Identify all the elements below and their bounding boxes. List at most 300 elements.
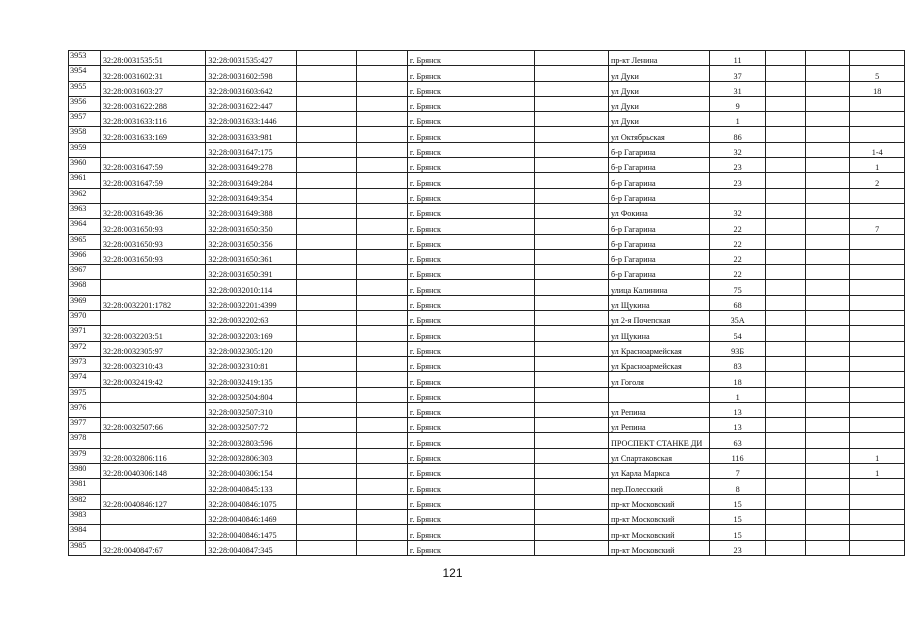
table-row	[69, 326, 905, 341]
blank-col-11-cell	[805, 81, 850, 96]
blank-col-7-cell	[534, 280, 608, 295]
blank-col-4-cell	[297, 127, 356, 142]
table-row	[69, 249, 905, 264]
row-number-cell: 3972	[69, 341, 101, 356]
city-cell: г. Брянск	[407, 464, 534, 479]
blank-col-4-cell	[297, 295, 356, 310]
row-number-cell: 3969	[69, 295, 101, 310]
blank-col-11-cell	[805, 341, 850, 356]
blank-col-5-cell	[356, 158, 407, 173]
building-cadastral-number-cell: 32:28:0032203:169	[206, 326, 297, 341]
blank-col-10-cell	[766, 464, 806, 479]
blank-col-4-cell	[297, 494, 356, 509]
parcel-cadastral-number-cell: 32:28:0031633:169	[100, 127, 206, 142]
building-cadastral-number-cell: 32:28:0032305:120	[206, 341, 297, 356]
parcel-cadastral-number-cell: 32:28:0032201:1782	[100, 295, 206, 310]
blank-col-4-cell	[297, 51, 356, 66]
street-cell: пер.Полесский	[608, 479, 709, 494]
blank-col-11-cell	[805, 479, 850, 494]
parcel-cadastral-number-cell: 32:28:0031602:31	[100, 66, 206, 81]
blank-col-4-cell	[297, 326, 356, 341]
apartment-number-cell	[850, 433, 905, 448]
apartment-number-cell	[850, 234, 905, 249]
blank-col-11-cell	[805, 249, 850, 264]
table-row	[69, 540, 905, 555]
apartment-number-cell	[850, 127, 905, 142]
apartment-number-cell	[850, 387, 905, 402]
street-cell: ул Карла Маркса	[608, 464, 709, 479]
blank-col-11-cell	[805, 66, 850, 81]
house-number-cell	[709, 188, 766, 203]
city-cell: г. Брянск	[407, 249, 534, 264]
building-cadastral-number-cell: 32:28:0032504:804	[206, 387, 297, 402]
building-cadastral-number-cell: 32:28:0032010:114	[206, 280, 297, 295]
row-number-cell: 3963	[69, 203, 101, 218]
blank-col-7-cell	[534, 142, 608, 157]
apartment-number-cell	[850, 341, 905, 356]
blank-col-7-cell	[534, 341, 608, 356]
blank-col-4-cell	[297, 402, 356, 417]
street-cell: ул Дуки	[608, 112, 709, 127]
parcel-cadastral-number-cell: 32:28:0031649:36	[100, 203, 206, 218]
parcel-cadastral-number-cell: 32:28:0032310:43	[100, 356, 206, 371]
blank-col-11-cell	[805, 112, 850, 127]
blank-col-7-cell	[534, 402, 608, 417]
apartment-number-cell: 1	[850, 464, 905, 479]
blank-col-10-cell	[766, 341, 806, 356]
blank-col-7-cell	[534, 387, 608, 402]
row-number-cell: 3966	[69, 249, 101, 264]
house-number-cell: 1	[709, 112, 766, 127]
table-row	[69, 525, 905, 540]
blank-col-10-cell	[766, 387, 806, 402]
city-cell: г. Брянск	[407, 326, 534, 341]
row-number-cell: 3985	[69, 540, 101, 555]
city-cell: г. Брянск	[407, 112, 534, 127]
house-number-cell: 32	[709, 203, 766, 218]
city-cell: г. Брянск	[407, 265, 534, 280]
blank-col-5-cell	[356, 448, 407, 463]
table-body	[69, 51, 905, 556]
city-cell: г. Брянск	[407, 341, 534, 356]
parcel-cadastral-number-cell	[100, 265, 206, 280]
row-number-cell: 3957	[69, 112, 101, 127]
blank-col-10-cell	[766, 219, 806, 234]
blank-col-5-cell	[356, 249, 407, 264]
blank-col-11-cell	[805, 51, 850, 66]
city-cell: г. Брянск	[407, 66, 534, 81]
blank-col-7-cell	[534, 418, 608, 433]
blank-col-4-cell	[297, 418, 356, 433]
blank-col-4-cell	[297, 525, 356, 540]
house-number-cell: 1	[709, 387, 766, 402]
apartment-number-cell	[850, 112, 905, 127]
blank-col-7-cell	[534, 51, 608, 66]
blank-col-7-cell	[534, 464, 608, 479]
row-number-cell: 3956	[69, 96, 101, 111]
blank-col-5-cell	[356, 341, 407, 356]
blank-col-5-cell	[356, 387, 407, 402]
street-cell: б-р Гагарина	[608, 188, 709, 203]
street-cell: б-р Гагарина	[608, 158, 709, 173]
city-cell: г. Брянск	[407, 127, 534, 142]
table-row	[69, 418, 905, 433]
parcel-cadastral-number-cell	[100, 188, 206, 203]
blank-col-4-cell	[297, 234, 356, 249]
blank-col-4-cell	[297, 96, 356, 111]
building-cadastral-number-cell: 32:28:0032310:81	[206, 356, 297, 371]
house-number-cell: 15	[709, 509, 766, 524]
parcel-cadastral-number-cell: 32:28:0040846:127	[100, 494, 206, 509]
blank-col-10-cell	[766, 326, 806, 341]
house-number-cell: 13	[709, 418, 766, 433]
building-cadastral-number-cell: 32:28:0031633:981	[206, 127, 297, 142]
blank-col-10-cell	[766, 280, 806, 295]
row-number-cell: 3975	[69, 387, 101, 402]
blank-col-5-cell	[356, 509, 407, 524]
row-number-cell: 3967	[69, 265, 101, 280]
row-number-cell: 3978	[69, 433, 101, 448]
blank-col-11-cell	[805, 356, 850, 371]
apartment-number-cell	[850, 525, 905, 540]
building-cadastral-number-cell: 32:28:0040306:154	[206, 464, 297, 479]
table-row	[69, 356, 905, 371]
blank-col-5-cell	[356, 51, 407, 66]
blank-col-5-cell	[356, 479, 407, 494]
city-cell: г. Брянск	[407, 479, 534, 494]
blank-col-7-cell	[534, 158, 608, 173]
row-number-cell: 3958	[69, 127, 101, 142]
blank-col-11-cell	[805, 96, 850, 111]
table-row	[69, 66, 905, 81]
table-row	[69, 464, 905, 479]
blank-col-4-cell	[297, 66, 356, 81]
blank-col-10-cell	[766, 66, 806, 81]
street-cell: ул Красноармейская	[608, 341, 709, 356]
parcel-cadastral-number-cell: 32:28:0031622:288	[100, 96, 206, 111]
blank-col-10-cell	[766, 188, 806, 203]
blank-col-10-cell	[766, 81, 806, 96]
blank-col-7-cell	[534, 249, 608, 264]
blank-col-11-cell	[805, 142, 850, 157]
blank-col-10-cell	[766, 448, 806, 463]
city-cell: г. Брянск	[407, 311, 534, 326]
blank-col-5-cell	[356, 540, 407, 555]
blank-col-4-cell	[297, 188, 356, 203]
blank-col-11-cell	[805, 525, 850, 540]
table-row	[69, 433, 905, 448]
house-number-cell: 35А	[709, 311, 766, 326]
table-row	[69, 448, 905, 463]
blank-col-5-cell	[356, 203, 407, 218]
row-number-cell: 3960	[69, 158, 101, 173]
apartment-number-cell: 1	[850, 448, 905, 463]
parcel-cadastral-number-cell	[100, 387, 206, 402]
table-row	[69, 188, 905, 203]
apartment-number-cell: 2	[850, 173, 905, 188]
blank-col-10-cell	[766, 96, 806, 111]
blank-col-4-cell	[297, 112, 356, 127]
building-cadastral-number-cell: 32:28:0040845:133	[206, 479, 297, 494]
building-cadastral-number-cell: 32:28:0040846:1075	[206, 494, 297, 509]
blank-col-10-cell	[766, 418, 806, 433]
street-cell: ул Спартаковская	[608, 448, 709, 463]
page-number: 121	[442, 566, 463, 580]
blank-col-7-cell	[534, 203, 608, 218]
blank-col-7-cell	[534, 112, 608, 127]
house-number-cell: 68	[709, 295, 766, 310]
blank-col-5-cell	[356, 356, 407, 371]
building-cadastral-number-cell: 32:28:0031535:427	[206, 51, 297, 66]
blank-col-7-cell	[534, 356, 608, 371]
city-cell: г. Брянск	[407, 142, 534, 157]
city-cell: г. Брянск	[407, 372, 534, 387]
blank-col-5-cell	[356, 418, 407, 433]
apartment-number-cell	[850, 326, 905, 341]
apartment-number-cell: 5	[850, 66, 905, 81]
blank-col-7-cell	[534, 127, 608, 142]
parcel-cadastral-number-cell	[100, 509, 206, 524]
city-cell: г. Брянск	[407, 188, 534, 203]
building-cadastral-number-cell: 32:28:0032806:303	[206, 448, 297, 463]
blank-col-11-cell	[805, 402, 850, 417]
parcel-cadastral-number-cell: 32:28:0031647:59	[100, 158, 206, 173]
parcel-cadastral-number-cell: 32:28:0032806:116	[100, 448, 206, 463]
house-number-cell: 22	[709, 219, 766, 234]
building-cadastral-number-cell: 32:28:0031650:356	[206, 234, 297, 249]
building-cadastral-number-cell: 32:28:0031647:175	[206, 142, 297, 157]
blank-col-4-cell	[297, 479, 356, 494]
blank-col-5-cell	[356, 173, 407, 188]
blank-col-11-cell	[805, 464, 850, 479]
building-cadastral-number-cell: 32:28:0031649:284	[206, 173, 297, 188]
blank-col-4-cell	[297, 173, 356, 188]
blank-col-10-cell	[766, 540, 806, 555]
blank-col-10-cell	[766, 265, 806, 280]
blank-col-7-cell	[534, 372, 608, 387]
blank-col-5-cell	[356, 142, 407, 157]
table-row	[69, 158, 905, 173]
table-row	[69, 295, 905, 310]
house-number-cell: 93Б	[709, 341, 766, 356]
parcel-cadastral-number-cell	[100, 280, 206, 295]
building-cadastral-number-cell: 32:28:0040847:345	[206, 540, 297, 555]
blank-col-5-cell	[356, 66, 407, 81]
city-cell: г. Брянск	[407, 418, 534, 433]
row-number-cell: 3982	[69, 494, 101, 509]
city-cell: г. Брянск	[407, 509, 534, 524]
blank-col-4-cell	[297, 158, 356, 173]
house-number-cell: 8	[709, 479, 766, 494]
blank-col-11-cell	[805, 433, 850, 448]
blank-col-7-cell	[534, 265, 608, 280]
blank-col-5-cell	[356, 525, 407, 540]
row-number-cell: 3953	[69, 51, 101, 66]
parcel-cadastral-number-cell: 32:28:0031633:116	[100, 112, 206, 127]
blank-col-5-cell	[356, 219, 407, 234]
row-number-cell: 3955	[69, 81, 101, 96]
table-row	[69, 96, 905, 111]
blank-col-10-cell	[766, 402, 806, 417]
table-row	[69, 311, 905, 326]
parcel-cadastral-number-cell	[100, 142, 206, 157]
street-cell: пр-кт Московский	[608, 525, 709, 540]
apartment-number-cell	[850, 494, 905, 509]
parcel-cadastral-number-cell	[100, 479, 206, 494]
row-number-cell: 3959	[69, 142, 101, 157]
city-cell: г. Брянск	[407, 448, 534, 463]
blank-col-4-cell	[297, 249, 356, 264]
apartment-number-cell	[850, 402, 905, 417]
parcel-cadastral-number-cell: 32:28:0031535:51	[100, 51, 206, 66]
blank-col-10-cell	[766, 295, 806, 310]
parcel-cadastral-number-cell: 32:28:0032203:51	[100, 326, 206, 341]
blank-col-7-cell	[534, 448, 608, 463]
apartment-number-cell	[850, 203, 905, 218]
building-cadastral-number-cell: 32:28:0031650:350	[206, 219, 297, 234]
row-number-cell: 3979	[69, 448, 101, 463]
building-cadastral-number-cell: 32:28:0032507:310	[206, 402, 297, 417]
blank-col-7-cell	[534, 219, 608, 234]
blank-col-11-cell	[805, 387, 850, 402]
blank-col-10-cell	[766, 203, 806, 218]
blank-col-10-cell	[766, 433, 806, 448]
city-cell: г. Брянск	[407, 525, 534, 540]
blank-col-5-cell	[356, 295, 407, 310]
blank-col-10-cell	[766, 249, 806, 264]
table-row	[69, 112, 905, 127]
parcel-cadastral-number-cell: 32:28:0032507:66	[100, 418, 206, 433]
row-number-cell: 3962	[69, 188, 101, 203]
row-number-cell: 3970	[69, 311, 101, 326]
house-number-cell: 18	[709, 372, 766, 387]
street-cell: пр-кт Ленина	[608, 51, 709, 66]
street-cell	[608, 387, 709, 402]
parcel-cadastral-number-cell: 32:28:0032419:42	[100, 372, 206, 387]
blank-col-5-cell	[356, 188, 407, 203]
row-number-cell: 3983	[69, 509, 101, 524]
street-cell: ул Фокина	[608, 203, 709, 218]
blank-col-11-cell	[805, 540, 850, 555]
blank-col-5-cell	[356, 464, 407, 479]
register-sheet	[68, 50, 905, 556]
table-row	[69, 372, 905, 387]
city-cell: г. Брянск	[407, 51, 534, 66]
blank-col-11-cell	[805, 494, 850, 509]
apartment-number-cell	[850, 295, 905, 310]
apartment-number-cell	[850, 280, 905, 295]
street-cell: ул Дуки	[608, 96, 709, 111]
street-cell: ул Дуки	[608, 81, 709, 96]
city-cell: г. Брянск	[407, 540, 534, 555]
blank-col-7-cell	[534, 433, 608, 448]
street-cell: б-р Гагарина	[608, 219, 709, 234]
apartment-number-cell	[850, 96, 905, 111]
table-row	[69, 142, 905, 157]
blank-col-5-cell	[356, 127, 407, 142]
apartment-number-cell	[850, 265, 905, 280]
building-cadastral-number-cell: 32:28:0032202:63	[206, 311, 297, 326]
blank-col-7-cell	[534, 326, 608, 341]
blank-col-10-cell	[766, 356, 806, 371]
blank-col-10-cell	[766, 494, 806, 509]
blank-col-5-cell	[356, 265, 407, 280]
building-cadastral-number-cell: 32:28:0031649:388	[206, 203, 297, 218]
street-cell: б-р Гагарина	[608, 234, 709, 249]
blank-col-10-cell	[766, 142, 806, 157]
apartment-number-cell	[850, 372, 905, 387]
row-number-cell: 3965	[69, 234, 101, 249]
city-cell: г. Брянск	[407, 387, 534, 402]
blank-col-7-cell	[534, 540, 608, 555]
blank-col-4-cell	[297, 219, 356, 234]
building-cadastral-number-cell: 32:28:0031650:361	[206, 249, 297, 264]
house-number-cell: 31	[709, 81, 766, 96]
blank-col-5-cell	[356, 112, 407, 127]
row-number-cell: 3984	[69, 525, 101, 540]
blank-col-7-cell	[534, 81, 608, 96]
building-cadastral-number-cell: 32:28:0031602:598	[206, 66, 297, 81]
blank-col-4-cell	[297, 265, 356, 280]
house-number-cell: 22	[709, 249, 766, 264]
blank-col-4-cell	[297, 341, 356, 356]
blank-col-4-cell	[297, 387, 356, 402]
street-cell: ул Щукина	[608, 295, 709, 310]
building-cadastral-number-cell: 32:28:0032803:596	[206, 433, 297, 448]
apartment-number-cell	[850, 479, 905, 494]
property-table	[68, 50, 905, 556]
parcel-cadastral-number-cell	[100, 525, 206, 540]
blank-col-7-cell	[534, 66, 608, 81]
table-row	[69, 509, 905, 524]
apartment-number-cell: 18	[850, 81, 905, 96]
building-cadastral-number-cell: 32:28:0032201:4399	[206, 295, 297, 310]
city-cell: г. Брянск	[407, 295, 534, 310]
house-number-cell: 9	[709, 96, 766, 111]
house-number-cell: 116	[709, 448, 766, 463]
blank-col-4-cell	[297, 540, 356, 555]
house-number-cell: 86	[709, 127, 766, 142]
apartment-number-cell	[850, 51, 905, 66]
blank-col-5-cell	[356, 81, 407, 96]
blank-col-7-cell	[534, 96, 608, 111]
blank-col-5-cell	[356, 372, 407, 387]
city-cell: г. Брянск	[407, 219, 534, 234]
street-cell: улица Калинина	[608, 280, 709, 295]
house-number-cell: 23	[709, 158, 766, 173]
blank-col-11-cell	[805, 234, 850, 249]
street-cell: ул Щукина	[608, 326, 709, 341]
parcel-cadastral-number-cell: 32:28:0031647:59	[100, 173, 206, 188]
city-cell: г. Брянск	[407, 203, 534, 218]
blank-col-10-cell	[766, 158, 806, 173]
building-cadastral-number-cell: 32:28:0031633:1446	[206, 112, 297, 127]
apartment-number-cell: 7	[850, 219, 905, 234]
street-cell: ПРОСПЕКТ СТАНКЕ ДИ	[608, 433, 709, 448]
parcel-cadastral-number-cell: 32:28:0031650:93	[100, 219, 206, 234]
table-row	[69, 51, 905, 66]
house-number-cell: 75	[709, 280, 766, 295]
blank-col-10-cell	[766, 525, 806, 540]
street-cell: пр-кт Московский	[608, 494, 709, 509]
street-cell: ул Репина	[608, 418, 709, 433]
blank-col-5-cell	[356, 234, 407, 249]
blank-col-11-cell	[805, 173, 850, 188]
table-row	[69, 402, 905, 417]
table-row	[69, 219, 905, 234]
blank-col-7-cell	[534, 173, 608, 188]
parcel-cadastral-number-cell: 32:28:0032305:97	[100, 341, 206, 356]
